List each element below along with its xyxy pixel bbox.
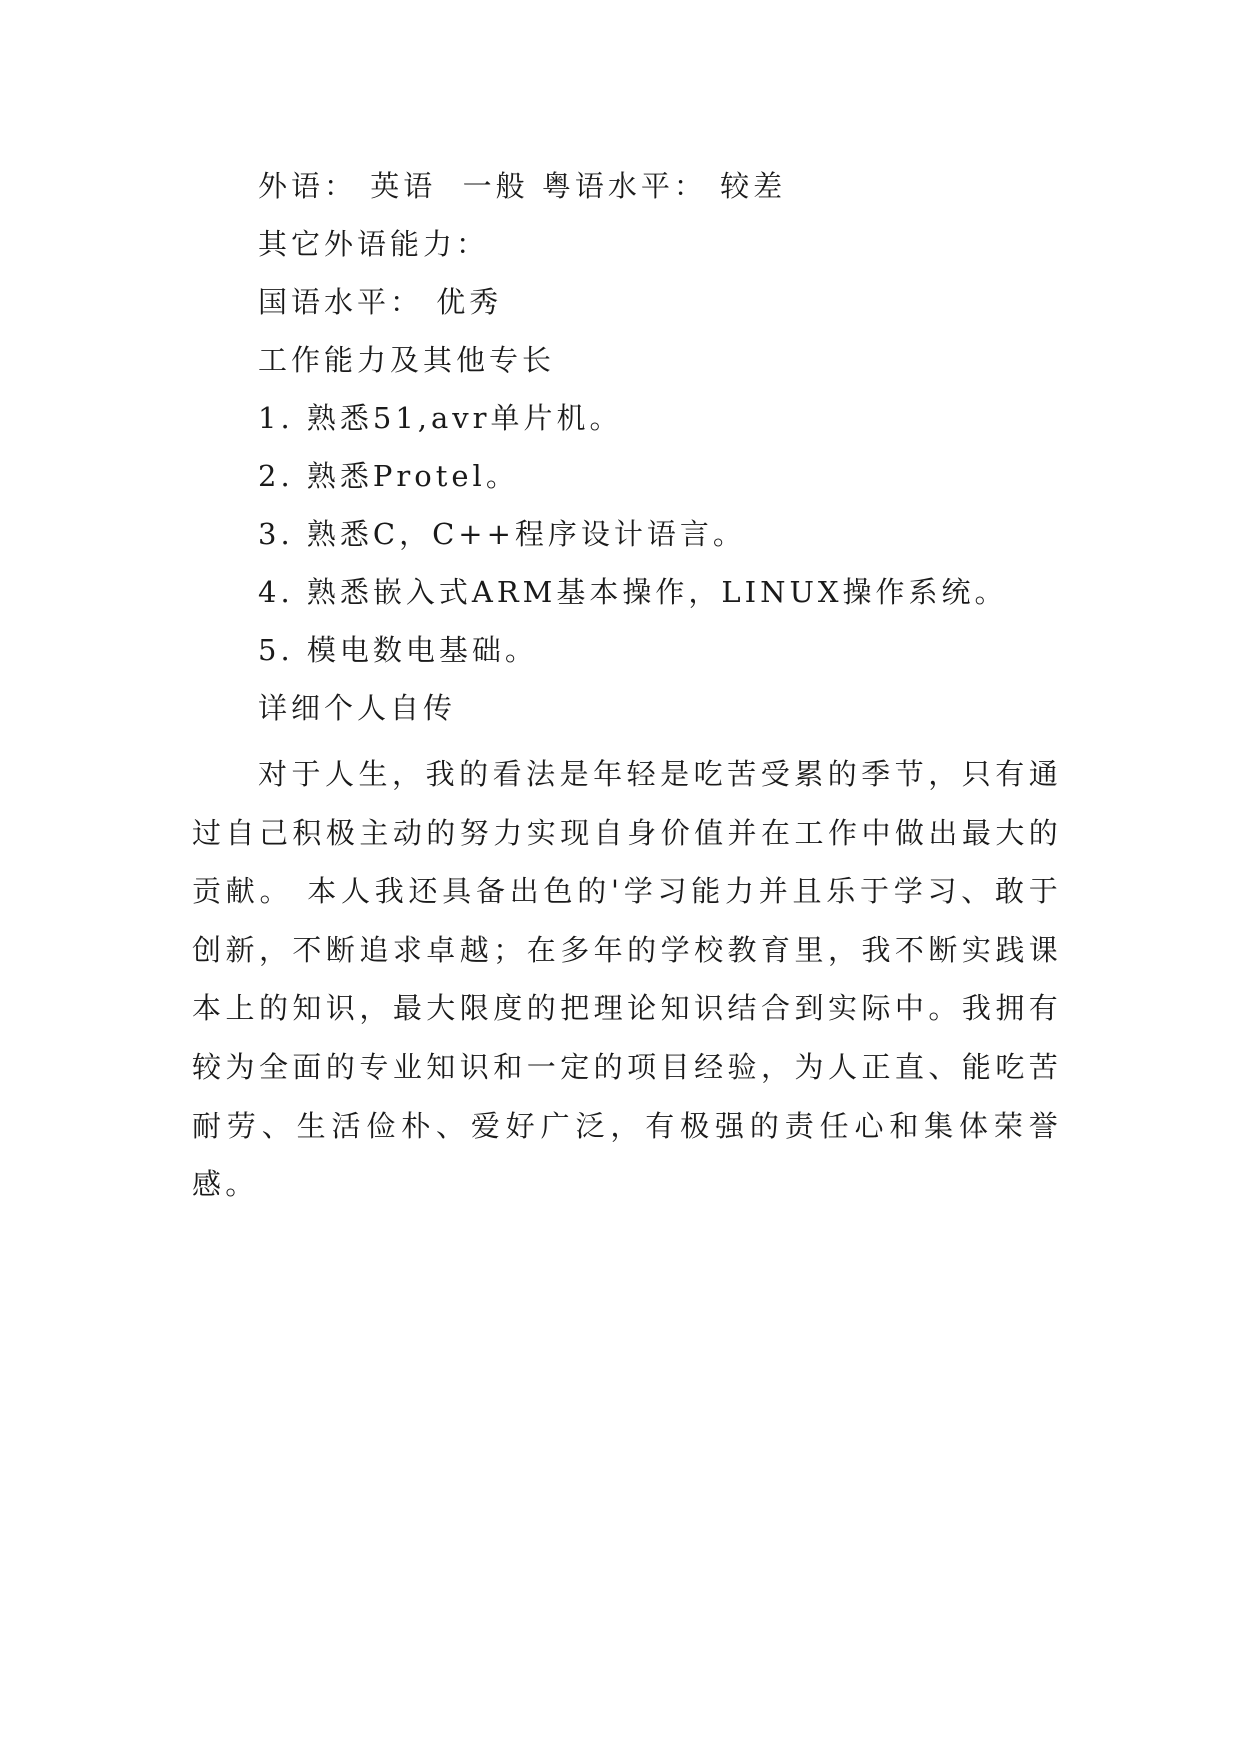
- skill-item-5: 5. 模电数电基础。: [258, 633, 538, 667]
- other-languages-line: 其它外语能力：: [258, 227, 490, 261]
- autobiography-heading: 详细个人自传: [258, 691, 457, 725]
- skill-item-3: 3. 熟悉C，C++程序设计语言。: [258, 517, 746, 551]
- mandarin-level-line: 国语水平： 优秀: [258, 285, 503, 319]
- skill-item-2: 2. 熟悉Protel。: [258, 459, 519, 493]
- skills-heading: 工作能力及其他专长: [258, 343, 556, 377]
- language-line: 外语： 英语 一般 粤语水平： 较差: [258, 169, 787, 203]
- autobiography-paragraph: 对于人生，我的看法是年轻是吃苦受累的季节，只有通过自己积极主动的努力实现自身价值并在工作中做出最大的贡献。 本人我还具备出色的'学习能力并且乐于学习、敢于创新，不断追求卓越；在多年的学校教育里，我不断实践课本上的知识，最大限度的把理论知识结合到实际中。我拥有较为全面的专业知识和一定的项目经验，为人正直、能吃苦耐劳、生活俭朴、爱好广泛，有极强的责任心和集体荣誉感。: [192, 757, 1062, 1202]
- skill-item-4: 4. 熟悉嵌入式ARM基本操作，LINUX操作系统。: [258, 575, 1008, 609]
- skill-item-1: 1. 熟悉51,avr单片机。: [258, 401, 623, 435]
